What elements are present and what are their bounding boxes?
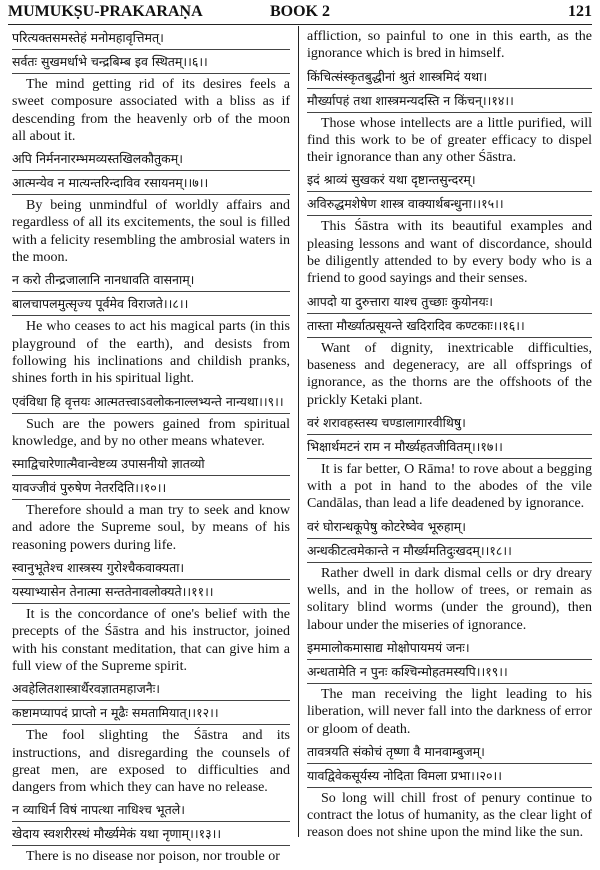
left-column	[12, 28, 290, 870]
translation-paragraph: He who ceases to act his magical parts (in this playground of the earth), and desists from following his inclinations and childish pranks, shines forth in his spiritual light.	[12, 319, 290, 387]
sanskrit-verse-line: अन्धकीटत्वमेकान्ते न मौर्ख्यमतिदुःखदम्।।१८।।	[307, 541, 592, 563]
translation-paragraph: Those whose intellects are a little purified, will find this work to be of greater efficacy to dispel their ignorance than any other Śāstra.	[307, 115, 592, 166]
sanskrit-verse-line: खेदाय स्वशरीरस्थं मौर्ख्यमेकं यथा नृणाम्।।१३।।	[12, 824, 290, 846]
sanskrit-verse-line: किंचित्संस्कृतबुद्धीनां श्रुतं शास्त्रमिदं यथा।	[307, 67, 592, 89]
translation-paragraph: Rather dwell in dark dismal cells or dry dreary wells, and in the hollow of trees, or remain as solitary blind worms (under the ground), then labour under the miseries of ignorance.	[307, 565, 592, 633]
sanskrit-verse-line: अविरुद्धमशेषेण शास्त्र वाक्यार्थबन्धुना।।१५।।	[307, 194, 592, 216]
page-header	[8, 1, 592, 23]
running-title: MUMUKṢU-PRAKARAṆA	[8, 3, 203, 20]
translation-paragraph: It is the concordance of one's belief with the precepts of the Śāstra and his instructor, joined with his constant meditation, that can give him a full view of the Supreme spirit.	[12, 607, 290, 674]
translation-paragraph: Want of dignity, inextricable difficulties, baseness and degeneracy, are all offsprings of ignorance, as the thorns are the offshoots of the prickly Ketaki plant.	[307, 340, 592, 408]
sanskrit-verse-line: अवहेलितशास्त्रार्थैरवज्ञातमहाजनैः।	[12, 679, 290, 701]
sanskrit-verse-line: अपि निर्मननारम्भमव्यस्तखिलकौतुकम्।	[12, 149, 290, 171]
translation-paragraph: So long will chill frost of penury continue to contract the lotus of humanity, as the clear light of reason does not shine upon the mind like the sun.	[307, 790, 592, 841]
translation-paragraph: Therefore should a man try to seek and know and adore the Supreme soul, by means of his reasoning powers during life.	[12, 503, 290, 553]
sanskrit-verse-line: यावज्जीवं पुरुषेण नेतरदिति।।१०।।	[12, 478, 290, 500]
header-rule	[8, 24, 592, 25]
sanskrit-verse-line: यस्याभ्यासेन तेनात्मा सन्ततेनावलोक्यते।।११।।	[12, 582, 290, 604]
right-column	[307, 28, 592, 846]
sanskrit-verse-line: कष्टामप्यापदं प्राप्तो न मूढैः समतामियात्।।१२।।	[12, 703, 290, 725]
sanskrit-verse-line: अन्धतामेति न पुनः कश्चिन्मोहतमस्यपि।।१९।।	[307, 662, 592, 684]
translation-paragraph: This Śāstra with its beautiful examples and pleasing lessons and want of discordance, should be diligently attended to by every body who is a friend to good sayings and their senses.	[307, 219, 592, 287]
sanskrit-verse-line: भिक्षार्थमटनं राम न मौर्ख्यहतजीवितम्।।१७।।	[307, 437, 592, 459]
sanskrit-verse-line: इदं श्राव्यं सुखकरं यथा दृष्टान्तसुन्दरम्।	[307, 170, 592, 192]
column-divider	[298, 26, 299, 837]
sanskrit-verse-line: एवंविधा हि वृत्तयः आत्मतत्त्वाऽवलोकनाल्लभ्यन्ते नान्यथा।।९।।	[12, 392, 290, 414]
sanskrit-verse-line: वरं घोरान्धकूपेषु कोटरेष्वेव भूरुहाम्।	[307, 517, 592, 539]
translation-paragraph: Such are the powers gained from spiritual knowledge, and by no other means whatever.	[12, 416, 290, 449]
translation-paragraph: The fool slighting the Śāstra and its instructions, and disregarding the counsels of great men, are exposed to difficulties and dangers from which they can have no release.	[12, 728, 290, 796]
sanskrit-verse-line: बालचापलमुत्सृज्य पूर्वमेव विराजते।।८।।	[12, 294, 290, 316]
sanskrit-verse-line: परित्यक्तसमस्तेहं मनोमहावृत्तिमत्।	[12, 28, 290, 50]
sanskrit-verse-line: आपदो या दुरुत्तारा याश्च तुच्छाः कुयोनयः।	[307, 292, 592, 314]
sanskrit-verse-line: तास्ता मौर्ख्यात्प्रसूयन्ते खदिरादिव कण्टकाः।।१६।।	[307, 316, 592, 338]
sanskrit-verse-line: न व्याधिर्न विषं नापत्था नाधिश्च भूतले।	[12, 800, 290, 822]
translation-paragraph: By being unmindful of worldly affairs and regardless of all its excitements, the soul is filled with a felicity resembling the ambrosial waters in the moon.	[12, 198, 290, 266]
sanskrit-verse-line: आत्मन्येव न मात्यन्तरिन्दाविव रसायनम्।।७।।	[12, 173, 290, 195]
translation-paragraph: There is no disease nor poison, nor trouble or	[26, 849, 280, 865]
translation-paragraph: affliction, so painful to one in this earth, as the ignorance which is bred in himself.	[307, 29, 592, 62]
sanskrit-verse-line: तावत्रयति संकोचं तृष्णा वै मानवाम्बुजम्।	[307, 742, 592, 764]
sanskrit-verse-line: वरं शरावहस्तस्य चण्डालागारवीथिषु।	[307, 413, 592, 435]
translation-paragraph: The man receiving the light leading to his liberation, will never fall into the darkness of error or gloom of death.	[307, 686, 592, 737]
sanskrit-verse-line: इममालोकमासाद्य मोक्षोपायमयं जनः।	[307, 638, 592, 660]
sanskrit-verse-line: सर्वतः सुखमर्धाभे चन्द्रबिम्ब इव स्थितम्।।६।।	[12, 52, 290, 74]
sanskrit-verse-line: न करो तीन्द्रजालानि नानधावति वासनाम्।	[12, 270, 290, 292]
sanskrit-verse-line: स्माद्विचारेणात्मैवान्वेष्टव्य उपासनीयो ज्ञातव्यो	[12, 454, 290, 476]
sanskrit-verse-line: मौर्ख्यापहं तथा शास्त्रमन्यदस्ति न किंचन्।।१४।।	[307, 91, 592, 113]
translation-paragraph: It is far better, O Rāma! to rove about a begging with a pot in hand to the abodes of the vile Candālas, than lead a life deadened by ignorance.	[307, 461, 592, 512]
page-number: 121	[568, 3, 592, 20]
sanskrit-verse-line: स्वानुभूतेश्च शास्त्रस्य गुरोश्चैकवाक्यता।	[12, 558, 290, 580]
sanskrit-verse-line: यावद्विवेकसूर्यस्य नोदिता विमला प्रभा।।२०।।	[307, 766, 592, 788]
translation-paragraph: The mind getting rid of its desires feels a sweet composure associated with a bliss as if descending from the heavenly orb of the moon all about it.	[12, 77, 290, 144]
book-label: BOOK 2	[269, 3, 331, 20]
